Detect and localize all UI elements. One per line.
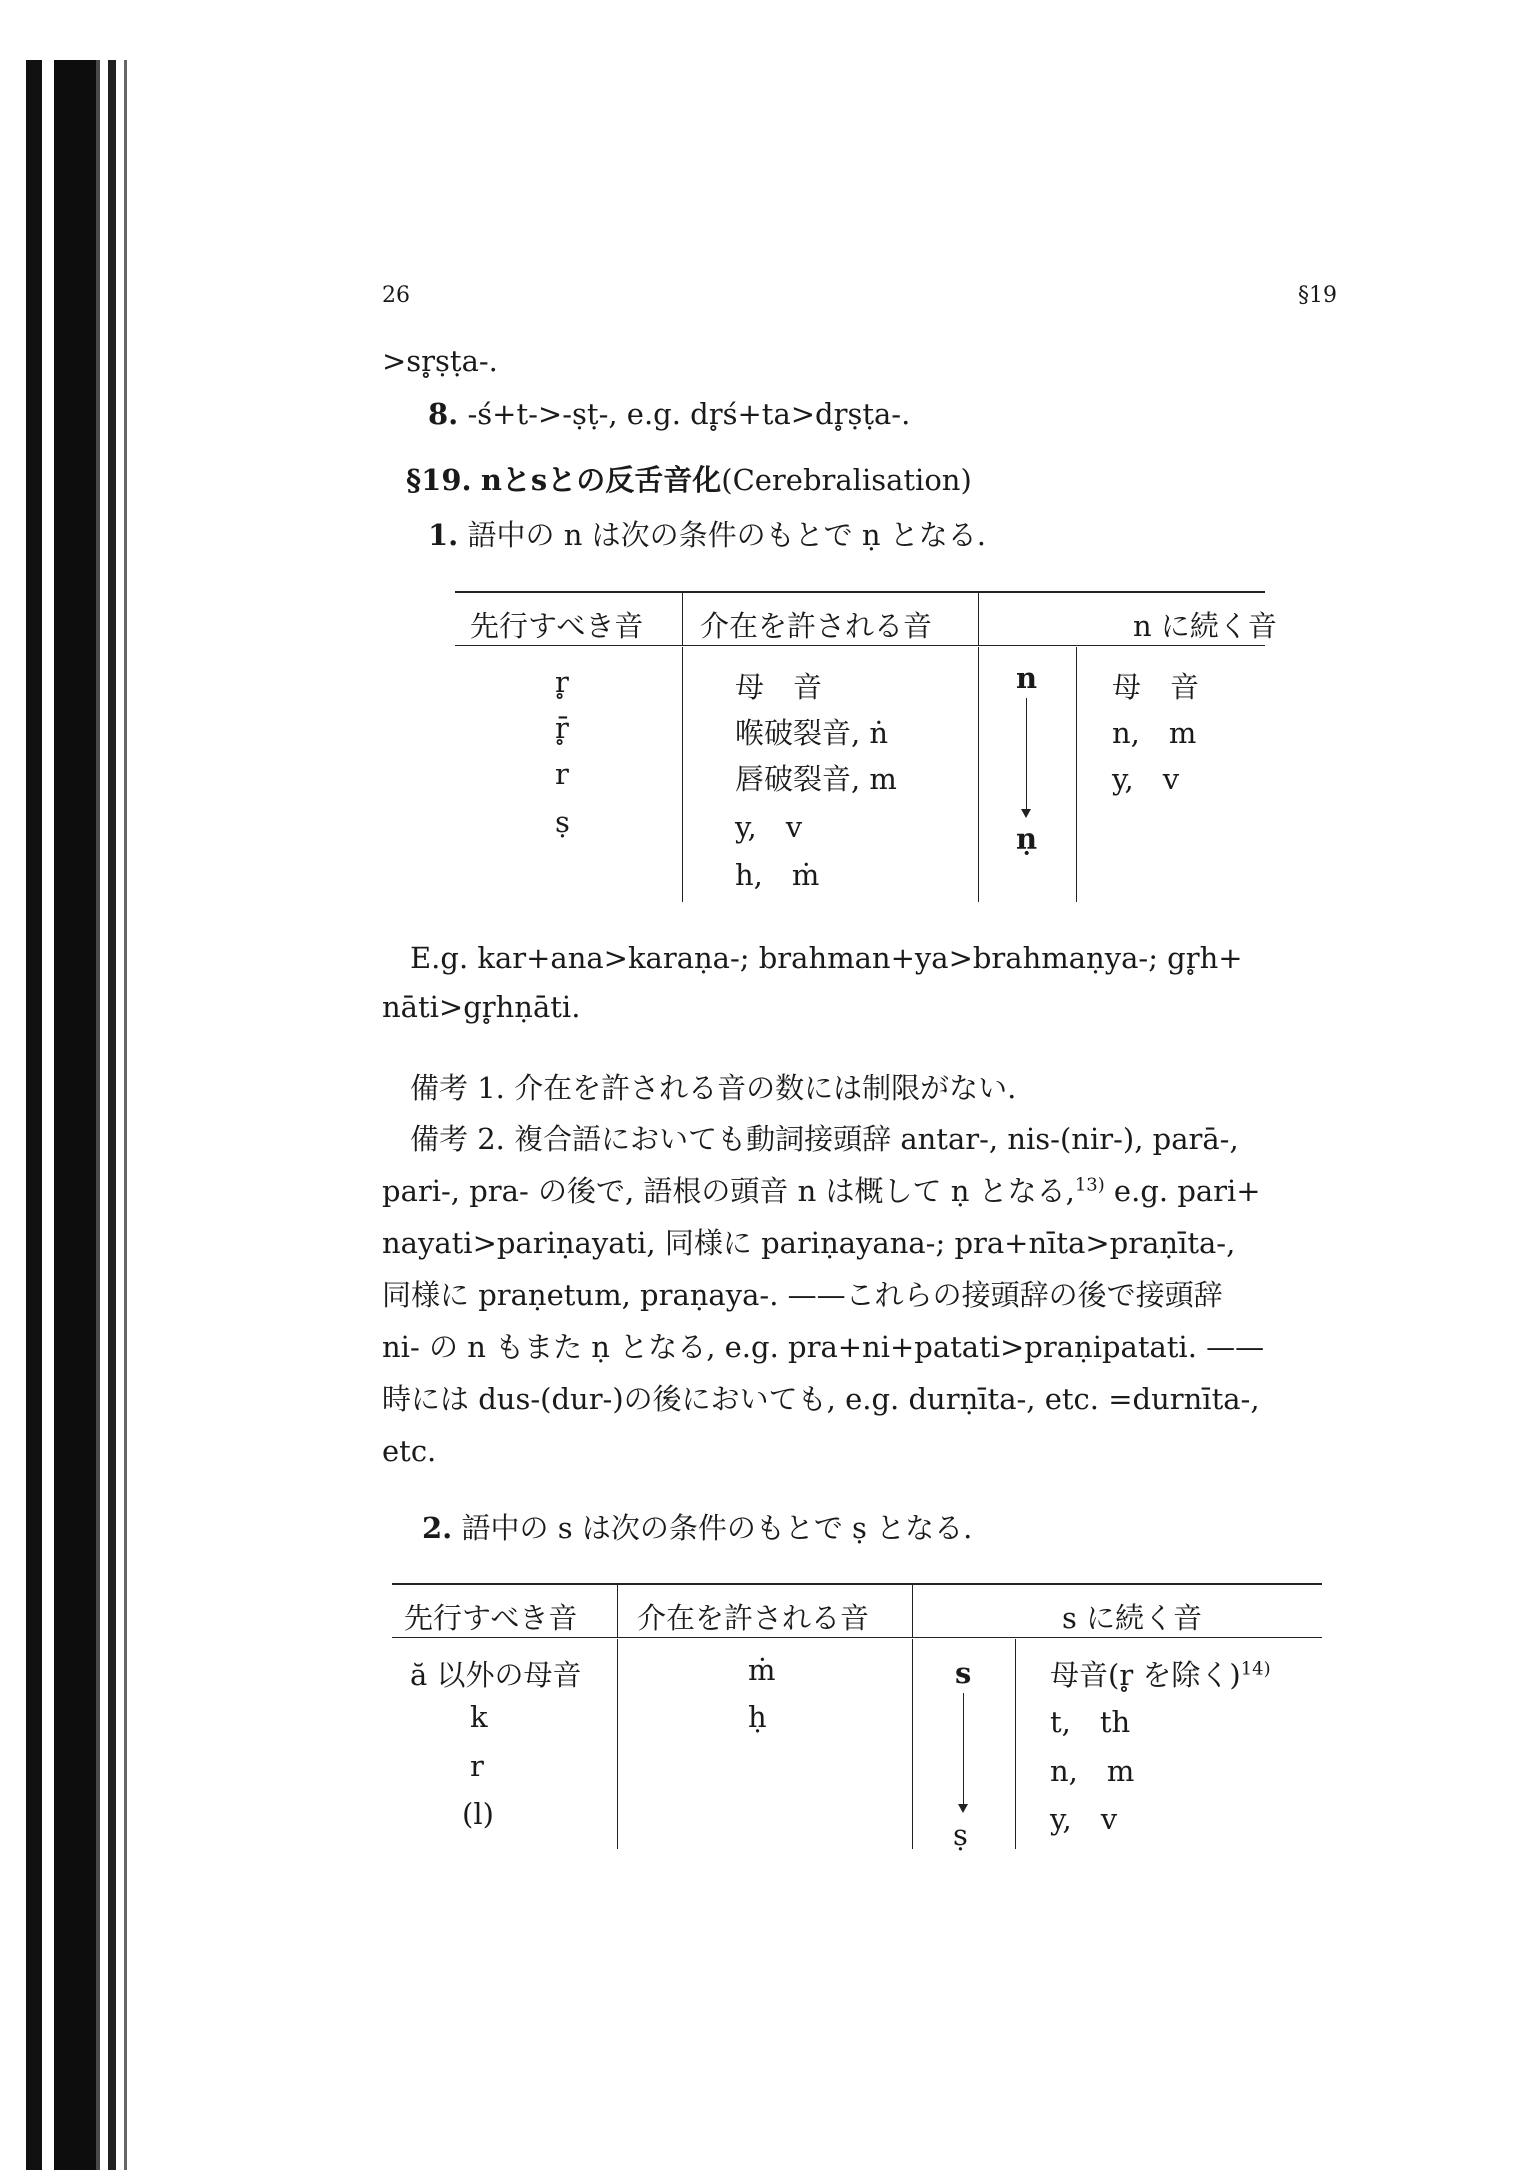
table1-cell: y, v [1112, 762, 1180, 796]
note-2-line-4: 同様に praṇetum, praṇaya-. ——これらの接頭辞の後で接頭辞 [382, 1278, 1223, 1312]
table2-cell: ṁ [748, 1653, 776, 1687]
table2-hdr-divider-1 [617, 1585, 618, 1637]
table2-hdr-divider-2 [912, 1585, 913, 1637]
section-heading [406, 463, 972, 497]
section-title: nとsとの反舌音化 [480, 463, 722, 497]
table1-cell: h, ṁ [735, 858, 820, 892]
footnote-13-ref: 13) [1074, 1174, 1105, 1196]
table2-cell: y, v [1050, 1802, 1118, 1836]
book-spine-shadow [20, 60, 140, 2170]
table2-cell: ḥ [748, 1700, 767, 1734]
table1-arrow-bottom: ṇ [1016, 822, 1038, 856]
rule-8 [428, 397, 911, 431]
table1-header-intervening: 介在を許される音 [700, 609, 933, 643]
rule-2-text: 語中の s は次の条件のもとで ṣ となる. [461, 1511, 973, 1545]
table1-col-divider-2 [978, 647, 979, 902]
table1-cell: n, m [1112, 716, 1197, 750]
rule-1-number: 1. [428, 518, 459, 552]
table1-header-following: n に続く音 [1133, 609, 1277, 643]
table2-arrow-top: s [955, 1656, 972, 1690]
table1-cell: r̥ [555, 665, 569, 699]
table1-cell: ṣ [555, 805, 570, 839]
note-2-line-2-tail: e.g. pari+ [1104, 1174, 1261, 1208]
section-mark: §19 [1298, 283, 1337, 308]
table1-arrow-head [1021, 809, 1031, 818]
table2-top-rule [392, 1583, 1322, 1585]
table2-col-divider-1 [617, 1639, 618, 1849]
table1-col-divider-3 [1076, 647, 1077, 902]
table1-cell: y, v [735, 810, 803, 844]
table2-header-intervening: 介在を許される音 [637, 1601, 870, 1635]
table1-cell: 母 音 [735, 670, 823, 704]
table2-cell: n, m [1050, 1754, 1135, 1788]
section-number: §19. [406, 463, 472, 497]
table1-top-rule [455, 591, 1265, 593]
page-number: 26 [382, 283, 410, 308]
table1-cell: r [555, 757, 569, 791]
footnote-14-ref: 14) [1240, 1658, 1271, 1680]
table1-cell: 喉破裂音, ṅ [735, 716, 889, 750]
table1-arrow-top: n [1016, 661, 1038, 695]
table2-cell: r [470, 1749, 484, 1783]
rule-2-number: 2. [422, 1511, 453, 1545]
table2-header-rule [392, 1637, 1322, 1638]
example-1-line-1: E.g. kar+ana>karaṇa-; brahman+ya>brahmaṇya-; gr̥h+ [410, 941, 1243, 975]
table1-cell: 母 音 [1112, 670, 1200, 704]
note-2-line-3: nayati>pariṇayati, 同様に pariṇayana-; pra+nīta>praṇīta-, [382, 1226, 1236, 1260]
section-subtitle: (Cerebralisation) [721, 463, 972, 497]
table2-cell-vowel-exception [1050, 1653, 1271, 1694]
table1-hdr-divider-2 [978, 593, 979, 645]
table2-arrow-bottom: ṣ [953, 1818, 968, 1852]
table2-header-following: s に続く音 [1062, 1601, 1203, 1635]
table1-hdr-divider-1 [682, 593, 683, 645]
table2-col-divider-3 [1015, 1639, 1016, 1849]
note-2-line-1: 備考 2. 複合語においても動詞接頭辞 antar-, nis-(nir-), parā-, [410, 1122, 1239, 1156]
table2-header-preceding: 先行すべき音 [404, 1601, 578, 1635]
rule-2 [422, 1511, 973, 1545]
note-2-line-6: 時には dus-(dur-)の後においても, e.g. durṇīta-, etc. =durnīta-, [382, 1382, 1260, 1416]
table2-cell: (l) [462, 1797, 494, 1831]
note-2-line-7: etc. [382, 1434, 437, 1468]
rule-1 [428, 518, 986, 552]
rule-8-text: -ś+t->-ṣṭ-, e.g. dr̥ś+ta>dr̥ṣṭa-. [467, 397, 911, 431]
table1-header-preceding: 先行すべき音 [470, 609, 644, 643]
table1-col-divider-1 [682, 647, 683, 902]
carry-line: >sr̥ṣṭa-. [382, 344, 498, 378]
table2-cell: k [470, 1700, 488, 1734]
table2-arrow-head [958, 1804, 968, 1813]
table1-cell: 唇破裂音, m [735, 762, 897, 796]
note-2-line-2 [382, 1174, 1261, 1208]
note-2-line-5: ni- の n もまた ṇ となる, e.g. pra+ni+patati>praṇipatati. —— [382, 1330, 1265, 1364]
table2-arrow-shaft [963, 1693, 964, 1805]
table1-arrow-shaft [1026, 698, 1027, 810]
table2-col-divider-2 [912, 1639, 913, 1849]
table2-cell: t, th [1050, 1705, 1131, 1739]
example-1-line-2: nāti>gr̥hṇāti. [382, 990, 581, 1024]
table1-header-rule [455, 645, 1265, 646]
note-2-line-2-text: pari-, pra- の後で, 語根の頭音 n は概して ṇ となる, [382, 1174, 1075, 1208]
rule-1-text: 語中の n は次の条件のもとで ṇ となる. [467, 518, 986, 552]
table2-cell-vowel-text: 母音(r̥ を除く) [1050, 1658, 1241, 1692]
note-1: 備考 1. 介在を許される音の数には制限がない. [410, 1071, 1017, 1105]
table1-cell: r̥̄ [555, 711, 569, 745]
table2-cell: ă 以外の母音 [410, 1658, 582, 1692]
rule-8-number: 8. [428, 397, 459, 431]
